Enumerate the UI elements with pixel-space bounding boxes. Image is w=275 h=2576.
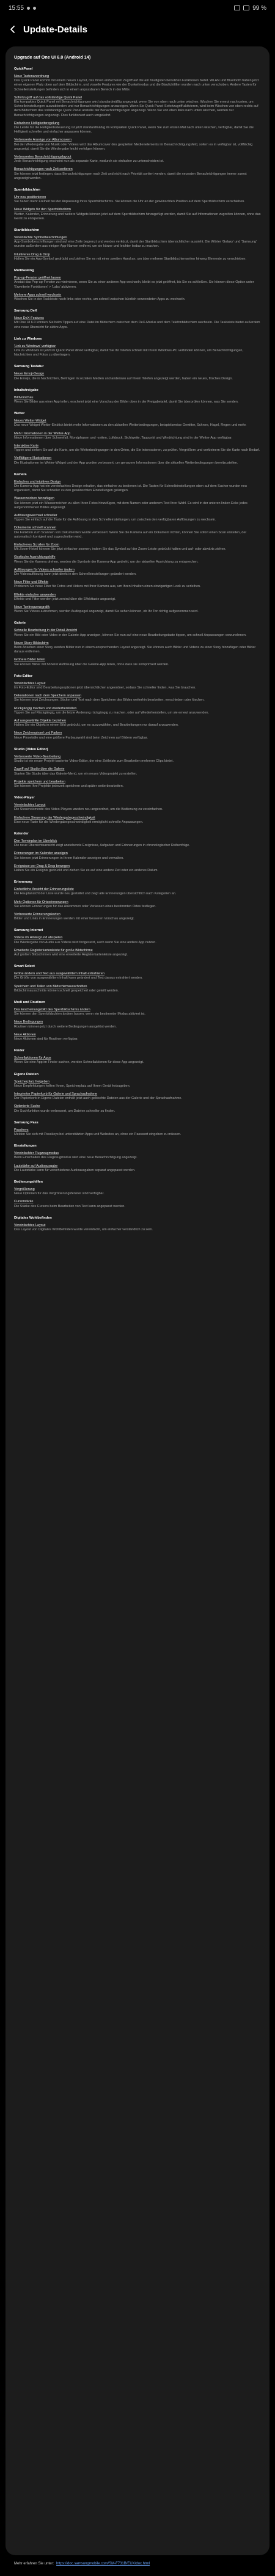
feature-description: Sie können jetzt Zeichnungen, Sticker und Text nach dem Speichern des Bildes weiterhin bearbeiten, verschieben oder löschen. xyxy=(14,698,205,702)
feature-description: Wenn Sie eine App im Finder suchen, werden Schnellaktionen für diese App angezeigt. xyxy=(14,1060,144,1065)
update-section xyxy=(14,308,261,330)
feature-item xyxy=(14,1104,261,1113)
feature-description: Sie können jetzt Erinnerungen in Ihrem Kalender anzeigen und verwalten. xyxy=(14,856,124,860)
page-title: Update-Details xyxy=(23,24,88,35)
feature-item xyxy=(14,888,261,896)
feature-item xyxy=(14,767,261,776)
feature-title: Einfacheres Scrollen für Zoom xyxy=(14,543,59,547)
footer-text: Mehr erfahren Sie unter: xyxy=(14,2562,54,2566)
feature-description: Probieren Sie neue Filter für Fotos und Videos mit Ihrer Kamera aus, um Ihren Inhalten einen einzigartigen Look zu verleihen. xyxy=(14,585,201,589)
feature-item xyxy=(14,949,261,957)
feature-title: Neuer Emoji-Design xyxy=(14,372,45,376)
feature-item xyxy=(14,816,261,825)
section-heading: Studio (Video Editor) xyxy=(14,747,48,751)
feature-title: Effekte einfacher anwenden xyxy=(14,593,56,597)
feature-description: Die Illustrationen im Wetter-Widget und der App wurden verbessert, um genauere Informationen über die aktuellen Wetterbedingungen bereitzustellen. xyxy=(14,461,238,465)
feature-title: Verbesserte Erinnerungskarten xyxy=(14,912,61,916)
feature-title: Vielfältigere Illustrationen xyxy=(14,456,52,461)
feature-title: Mehr Informationen in der Wetter-App xyxy=(14,431,71,436)
feature-description: Sie können Ihre Projekte jederzeit speichern und später weiterbearbeiten. xyxy=(14,784,124,788)
feature-item xyxy=(14,1080,261,1089)
status-time: 15:55 xyxy=(9,4,24,12)
feature-title: Schnelle Bearbeitung in der Detail-Ansicht xyxy=(14,629,78,633)
feature-title: Vergrößerung xyxy=(14,1188,35,1192)
feature-item xyxy=(14,208,261,221)
feature-title: Projekte speichern und bearbeiten xyxy=(14,779,65,784)
feature-item xyxy=(14,1164,261,1173)
feature-title: Dokumente schnell scannen xyxy=(14,526,57,530)
feature-item xyxy=(14,707,261,715)
feature-item xyxy=(14,605,261,614)
section-heading: Modi und Routinen xyxy=(14,1000,45,1004)
status-bar xyxy=(0,0,275,16)
feature-title: Auflösungen für Videos schneller ändern xyxy=(14,567,75,572)
feature-title: Neue Tonfrequenzgrafik xyxy=(14,605,50,610)
feature-item xyxy=(14,694,261,702)
feature-item xyxy=(14,580,261,589)
feature-title: Das Erscheinungsbild des Sperrbildschirms ändern xyxy=(14,1007,90,1012)
feature-item xyxy=(14,755,261,764)
feature-description: Die Lautstärke kann für verschiedene Audioausgaben separat angepasst werden. xyxy=(14,1168,136,1172)
feature-title: Zugriff auf Studio über die Galerie xyxy=(14,767,65,772)
feature-item xyxy=(14,122,261,135)
feature-title: Cursorstärke xyxy=(14,1200,34,1204)
back-button[interactable] xyxy=(6,23,20,36)
back-arrow-icon xyxy=(9,25,17,34)
app-bar xyxy=(0,16,275,43)
feature-description: Beim Einschalten des Flugzeugmodus wird eine neue Benachrichtigung angezeigt. xyxy=(14,1156,138,1160)
feature-title: Vereinfachter Flugzeugmodus xyxy=(14,1151,59,1156)
feature-description: Wischen Sie in der Taskleiste nach links oder rechts, um schnell zwischen kürzlich verwendeten Apps zu wechseln. xyxy=(14,297,186,301)
feature-title: Mehrere Apps schnell wechseln xyxy=(14,293,62,297)
feature-item xyxy=(14,731,261,740)
section-heading: Samsung Tastatur xyxy=(14,365,44,369)
feature-description: Die Hauptansicht der Liste wurde neu gestaltet und zeigt alle Erinnerungen übersichtlich nach Kategorien an. xyxy=(14,892,177,896)
feature-title: Sofortzugriff auf das vollständige Quick Panel xyxy=(14,95,82,100)
section-heading: Inhaltsfreigabe xyxy=(14,388,38,392)
feature-title: Passkeys xyxy=(14,1128,29,1132)
feature-title: Uhr neu positionieren xyxy=(14,195,46,200)
feature-item xyxy=(14,345,261,358)
feature-title: Schnellaktionen für Apps xyxy=(14,1056,51,1060)
feature-description: Neue Empfehlungen helfen Ihnen, Speicherplatz auf Ihrem Gerät freizugeben. xyxy=(14,1084,131,1088)
feature-item xyxy=(14,96,261,118)
feature-item xyxy=(14,456,261,465)
feature-description: Starten Sie Studio über das Galerie-Menü, um ein neues Videoprojekt zu erstellen. xyxy=(14,772,138,776)
section-heading: Erinnerung xyxy=(14,880,32,885)
feature-item xyxy=(14,936,261,944)
update-section xyxy=(14,1180,261,1209)
feature-item xyxy=(14,1188,261,1196)
feature-description: Die Größe von ausgewähltem Inhalt kann geändert und Text daraus extrahiert werden. xyxy=(14,976,143,980)
section-heading: Einstellungen xyxy=(14,1144,37,1148)
section-heading: Finder xyxy=(14,1049,25,1053)
feature-title: Pop-up-Fenster geöffnet lassen xyxy=(14,276,61,280)
feature-description: Wetter, Kalender, Erinnerung und weitere Widgets können jetzt auf dem Sperrbildschirm hinzugefügt werden, damit Sie auf Informationen zugreifen können, ohne das Gerät zu entsperren. xyxy=(14,212,261,221)
feature-title: Videos im Hintergrund abspielen xyxy=(14,936,63,940)
feature-description: Auf großen Bildschirmen wird eine erweiterte Registerkartenleiste angezeigt. xyxy=(14,952,128,957)
feature-title: Vereinfachtes Layout xyxy=(14,803,46,808)
update-section xyxy=(14,928,261,957)
feature-item xyxy=(14,913,261,921)
feature-description: Anstatt das Pop-up-Fenster zu minimieren, wenn Sie zu einer anderen App wechseln, bleibt es jetzt geöffnet, bis Sie es schließen. Sie können diese Option unter 'Erweiterte Funktionen' > 'Labs' aktivieren. xyxy=(14,280,254,289)
feature-title: Den Terminplan im Überblick xyxy=(14,839,57,843)
feature-item xyxy=(14,236,261,249)
section-heading: Wetter xyxy=(14,412,25,416)
feature-item xyxy=(14,138,261,151)
feature-title: Ereignisse per Drag & Drop bewegen xyxy=(14,864,70,868)
feature-item xyxy=(14,593,261,602)
section-heading: Bedienungshilfen xyxy=(14,1180,43,1184)
feature-description: Das Quick Panel kommt mit einem neuen Layout, das Ihnen einfacheren Zugriff auf die am häufigsten benutzten Funktionen bietet. WLAN und Bluetooth haben jetzt einen eigenen Platz oben auf dem Bildschirm, und visuelle Features wie der Dunkelmodus und die Blaulichtfilter wurden nach unten verschoben. Andere Tasten für Schnelleinstellungen befinden sich in einem anpassbaren Bereich in der Mitte. xyxy=(14,79,259,92)
section-heading: Kamera xyxy=(14,472,27,476)
feature-description: Sie können den Sperrbildschirm ändern lassen, wenn ein bestimmter Modus aktiviert ist. xyxy=(14,1012,145,1016)
feature-description: Studio ist ein neuer Projekt-basierter Video-Editor, der eine Zeitleiste zum Bearbeiten mehrerer Clips bietet. xyxy=(14,759,174,764)
update-section xyxy=(14,1072,261,1114)
update-section xyxy=(14,472,261,615)
feature-title: Integrierter Papierkorb für Galerie und Sprachaufnahme xyxy=(14,1092,98,1096)
feature-description: Die Funktion zum Scannen von Dokumenten wurde verbessert. Wenn Sie die Kamera auf ein Dokument richten, können Sie sofort einen Scan erstellen, der automatisch korrigiert und zugeschnitten wird. xyxy=(14,530,247,539)
update-section xyxy=(14,188,261,221)
feature-item xyxy=(14,682,261,690)
feature-item xyxy=(14,1224,261,1232)
update-section xyxy=(14,364,261,381)
feature-item xyxy=(14,195,261,204)
feature-title: Neue Filter und Effekte xyxy=(14,580,49,585)
feature-description: Neue Aktionen sind für Routinen verfügbar. xyxy=(14,1037,78,1041)
feature-description: Sie können Bilder mit höherer Auflösung über die Galerie-App teilen, ohne dass sie komprimiert werden. xyxy=(14,662,169,666)
feature-item xyxy=(14,1151,261,1160)
section-heading: Samsung Pass xyxy=(14,1120,38,1125)
feature-item xyxy=(14,1008,261,1016)
feature-title: Neue Aktionen xyxy=(14,1032,36,1037)
feature-description: Die Kamera-App hat ein vereinfachtes Design erhalten, das einfacher zu bedienen ist. Die Tasten für Schnelleinstellungen oben auf dem Sucher wurden neu organisiert, damit Sie schneller zu den gewünschten Einstellungen gelangen. xyxy=(14,484,247,493)
feature-description: Halten Sie ein Objekt in einem Bild gedrückt, um es auszuwählen, und Bearbeitungen nur darauf anzuwenden. xyxy=(14,723,179,728)
section-heading: QuickPanel xyxy=(14,67,33,71)
section-heading: Samsung Internet xyxy=(14,929,43,933)
feature-title: Mehr Optionen für Ortserinnerungen xyxy=(14,900,68,904)
update-section xyxy=(14,411,261,465)
feature-description: App-Symbolbeschriftungen sind auf eine Zeile begrenzt und werden verkürzt, damit der Startbildschirm übersichtlicher aussieht. Die Wörter 'Galaxy' und 'Samsung' wurden außerdem aus einigen App-Namen entfernt, um sie kürzer und leichter lesbar zu machen. xyxy=(14,240,257,249)
feature-title: Wasserzeichen hinzufügen xyxy=(14,497,54,501)
feature-description: Die Stärke des Cursors beim Bearbeiten von Text kann angepasst werden. xyxy=(14,1204,125,1208)
feature-title: Neues Wetter-Widget xyxy=(14,419,46,423)
feature-item xyxy=(14,864,261,873)
feature-title: Einheitliche Ansicht der Erinnerungsliste xyxy=(14,888,74,892)
feature-title: Vereinfachtes Layout xyxy=(14,1223,46,1227)
feature-title: Erinnerungen im Kalender anzeigen xyxy=(14,852,68,856)
feature-description: Die neue Übersichtsansicht zeigt anstehende Ereignisse, Aufgaben und Erinnerungen in chronologischer Reihenfolge. xyxy=(14,844,190,848)
feature-title: Größere Bilder teilen xyxy=(14,658,45,662)
feature-description: Tippen Sie auf Rückgängig, um die letzte Änderung rückgängig zu machen, oder auf Wiederherstellen, um sie erneut anzuwenden. xyxy=(14,710,209,715)
feature-title: Intuitiveres Drag & Drop xyxy=(14,252,50,257)
feature-description: Melden Sie sich mit Passkeys bei unterstützten Apps und Websites an, ohne ein Passwort eingeben zu müssen. xyxy=(14,1133,182,1137)
feature-item xyxy=(14,155,261,164)
feature-description: Wenn Sie die Kamera drehen, werden die Symbole der Kamera-App gedreht, um der aktuellen Ausrichtung zu entsprechen. xyxy=(14,560,199,564)
feature-item xyxy=(14,497,261,510)
feature-title: Auf ausgewählte Objekte beziehen xyxy=(14,719,67,723)
update-section xyxy=(14,388,261,404)
feature-title: Verbesserte Video-Bearbeitung xyxy=(14,754,61,759)
feature-title: Speicherplatz freigeben xyxy=(14,1079,50,1084)
signal-icon xyxy=(243,5,249,10)
feature-item xyxy=(14,900,261,909)
feature-description: Routinen können jetzt durch weitere Bedingungen ausgelöst werden. xyxy=(14,1024,117,1029)
feature-item xyxy=(14,1092,261,1101)
feature-description: Halten Sie ein App-Symbol gedrückt und ziehen Sie es mit einer zweiten Hand an, um über mehrere Startbildschirmseiten hinweg Elemente zu verschieben. xyxy=(14,257,247,261)
feature-item xyxy=(14,1033,261,1042)
feature-title: Neue Tastenanordnung xyxy=(14,75,50,78)
feature-description: Wenn Sie Videos aufnehmen, werden Audiopegel angezeigt, damit Sie sehen können, ob Ihr Ton richtig aufgenommen wird. xyxy=(14,610,199,614)
update-section xyxy=(14,1144,261,1173)
section-heading: Smart Select xyxy=(14,965,35,969)
feature-description: Effekte und Filter werden jetzt zentral über die Effekttaste angezeigt. xyxy=(14,597,116,601)
section-heading: Video-Player xyxy=(14,796,35,800)
feature-description: Jede Benachrichtigung erscheint nun als separate Karte, wodurch sie einfacher zu unterscheiden ist. xyxy=(14,159,164,164)
feature-item xyxy=(14,444,261,453)
feature-description: Beim Ansehen einer Story werden Bilder nun in einem ansprechenden Layout angezeigt. Sie können auch Bilder und Videos zu einer Story hinzufügen oder Bilder daraus entfernen. xyxy=(14,646,256,654)
feature-title: Neue DeX-Features xyxy=(14,316,44,321)
feature-description: Das neue Widget Wetter-Einblick bietet mehr Informationen zu den aktuellen Wetterbedingungen, beispielsweise Gewitter, Schnee, Hagel, Regen und mehr. xyxy=(14,423,247,428)
update-section xyxy=(14,1216,261,1232)
feature-item xyxy=(14,396,261,404)
feature-item xyxy=(14,1128,261,1137)
footer xyxy=(6,2556,270,2572)
update-section xyxy=(14,228,261,261)
feature-item xyxy=(14,480,261,494)
feature-item xyxy=(14,526,261,539)
notification-dot-icon xyxy=(27,7,30,10)
update-details-card xyxy=(6,46,270,2555)
feature-title: Verbesserte Anzeige von Albumcovern xyxy=(14,138,72,142)
feature-item xyxy=(14,167,261,181)
feature-item xyxy=(14,293,261,302)
update-section xyxy=(14,831,261,873)
feature-title: Dekorationen nach dem Speichern anpassen xyxy=(14,694,82,698)
status-left xyxy=(9,5,36,12)
wifi-icon xyxy=(234,5,240,10)
update-section xyxy=(14,747,261,789)
section-heading: Eigene Dateien xyxy=(14,1072,39,1076)
feature-description: Mit Zoom-Hebel können Sie jetzt einfacher zoomen, indem Sie das Symbol auf der Zoom-Leiste gedrückt halten und auf- oder abwärts ziehen. xyxy=(14,547,226,552)
feature-item xyxy=(14,75,261,92)
feature-description: Sie haben mehr Freiheit bei der Anpassung Ihres Sperrbildschirms. Sie können die Uhr an der gewünschten Position auf dem Sperrbildschirm verschieben. xyxy=(14,200,245,204)
feature-item xyxy=(14,316,261,330)
feature-item xyxy=(14,972,261,980)
feature-item xyxy=(14,568,261,577)
section-heading: Link zu Windows xyxy=(14,337,42,341)
feature-item xyxy=(14,1020,261,1029)
feature-item xyxy=(14,514,261,522)
feature-item xyxy=(14,629,261,637)
feature-title: Erweiterte Registerkartenleiste für große Bildschirme xyxy=(14,948,93,952)
feature-description: Neue Pinselstile und eine größere Farbauswahl sind beim Zeichnen auf Bildern verfügbar. xyxy=(14,735,148,740)
feature-title: Bildvorschau xyxy=(14,395,34,400)
section-heading: Sperrbildschirm xyxy=(14,188,40,192)
feature-item xyxy=(14,719,261,728)
feature-title: Benachrichtigungen nach Zeit sortieren xyxy=(14,167,73,172)
feature-description: Neue Informationen über Schneefall, Mondphasen und -zeiten, Luftdruck, Sichtweite, Taupunkt und Windrichtung sind in der Wetter-App verfügbar. xyxy=(14,436,233,440)
feature-item xyxy=(14,1056,261,1065)
status-right xyxy=(234,5,266,12)
feature-item xyxy=(14,276,261,290)
feature-description: Die Suchfunktion wurde verbessert, um Dateien schneller zu finden. xyxy=(14,1109,116,1113)
feature-description: Eine neue Taste für die Wiedergabegeschwindigkeit ermöglicht schnelle Anpassungen. xyxy=(14,820,144,824)
update-title: Upgrade auf One UI 6.0 (Android 14) xyxy=(14,54,91,60)
feature-item xyxy=(14,419,261,428)
feature-item xyxy=(14,253,261,261)
feature-title: Interaktive Karte xyxy=(14,443,39,448)
feature-description: Das Layout von Digitales Wohlbefinden wurde vereinfacht, um einfacher verständlich zu sein. xyxy=(14,1228,153,1232)
feature-title: Rückgängig machen und wiederherstellen xyxy=(14,706,77,710)
feature-title: Größe ändern und Text aus ausgewähltem Inhalt extrahieren xyxy=(14,972,105,976)
section-heading: Galerie xyxy=(14,621,26,626)
feature-description: Sie können jetzt festlegen, dass Benachrichtigungen nach Zeit und nicht nach Priorität sortiert werden, damit die neuesten Benachrichtigungen immer zuerst angezeigt werden. xyxy=(14,172,247,180)
notification-dot-icon xyxy=(33,7,36,10)
feature-title: Gestische Ausrichtungshilfe xyxy=(14,555,56,560)
feature-title: Neue Widgets für den Sperrbildschirm xyxy=(14,208,71,212)
section-heading: Multitasking xyxy=(14,269,34,273)
footer-link[interactable]: https://doc.samsungmobile.com/SM-F731B/EUX/doc.html xyxy=(56,2562,150,2566)
feature-title: Neuer Story-Bildschirm xyxy=(14,641,49,645)
feature-description: Sie können jetzt ein Wasserzeichen zu allen Ihren Fotos hinzufügen, mit dem Namen oder anderem Text Ihrer Wahl. Es wird in der unteren linken Ecke jedes aufgenommenen Bildes angezeigt. xyxy=(14,501,248,509)
feature-title: Lautstärke auf Audioausgabe xyxy=(14,1164,58,1168)
feature-title: Vereinfachtes Layout xyxy=(14,681,46,685)
feature-item xyxy=(14,839,261,848)
section-heading: Foto-Editor xyxy=(14,674,33,678)
battery-level: 99 % xyxy=(252,4,266,12)
update-section xyxy=(14,964,261,993)
feature-description: Im Foto-Editor sind Bearbeitungsoptionen jetzt übersichtlicher angeordnet, sodass Sie schneller finden, was Sie brauchen. xyxy=(14,686,196,690)
feature-item xyxy=(14,543,261,552)
feature-title: Speichern und Teilen von Bildschirmausschnitten xyxy=(14,984,87,988)
feature-item xyxy=(14,432,261,440)
update-section xyxy=(14,337,261,358)
feature-description: Halten Sie ein Ereignis gedrückt und ziehen Sie es auf eine andere Zeit oder ein anderes Datum. xyxy=(14,868,159,872)
update-section xyxy=(14,1120,261,1137)
feature-item xyxy=(14,985,261,993)
feature-item xyxy=(14,641,261,655)
feature-item xyxy=(14,780,261,789)
feature-description: Ein kompaktes Quick Panel mit Benachrichtigungen wird standardmäßig angezeigt, wenn Sie von oben nach unten wischen. Wischen Sie erneut nach unten, um Schnelleinstellungen auszublenden und nur Benachrichtigungen anzuzeigen. Wenn Sie Quick Panel-Sofortzugriff aktivieren, wird beim Wischen von oben rechts auf dem Bildschirm das vollständige Quick Panel anstelle der Benachrichtigungen angezeigt. Wenn Sie von oben links nach unten wischen, werden nur Benachrichtigungen angezeigt. Dies funktioniert auch umgekehrt. xyxy=(14,100,258,117)
feature-title: Verbessertes Benachrichtigungslayout xyxy=(14,155,72,159)
feature-item xyxy=(14,658,261,666)
update-section xyxy=(14,1000,261,1042)
feature-description: Der Papierkorb in Eigene Dateien enthält jetzt auch gelöschte Dateien aus der Galerie und der Sprachaufnahme. xyxy=(14,1096,182,1101)
feature-title: Neue Zeichenpinsel und Farben xyxy=(14,731,62,735)
update-section xyxy=(14,1048,261,1065)
update-section xyxy=(14,621,261,666)
feature-description: Die Leiste für die Helligkeitssteuerung ist jetzt standardmäßig im kompakten Quick Panel, wenn Sie zum ersten Mal nach unten wischen, verfügbar, damit Sie die Helligkeit schneller und einfacher anpassen können. xyxy=(14,126,254,134)
feature-description: Wenn Sie ein Bild oder Video in der Galerie-App anzeigen, können Sie nun auf eine neue Bearbeitungstaste tippen, um schnell Anpassungen vorzunehmen. xyxy=(14,633,247,637)
feature-item xyxy=(14,555,261,564)
feature-item xyxy=(14,372,261,381)
feature-item xyxy=(14,803,261,812)
feature-description: Tippen Sie einfach auf die Taste für die Auflösung in den Schnelleinstellungen, um zwischen den verfügbaren Auflösungen zu wechseln. xyxy=(14,518,216,522)
feature-description: Sie können Erinnerungen für das Ankommen oder Verlassen eines bestimmten Ortes festlegen. xyxy=(14,904,156,908)
update-section xyxy=(14,795,261,825)
feature-description: Mit One UI 6.0 können Sie beim Tippen auf eine Datei im Bildschirm zwischen dem DeX-Modus und dem Telefonbildschirm wechseln. Die Taskleiste bietet außerdem eine neue Übersicht für aktive Apps. xyxy=(14,321,260,329)
feature-title: Vereinfachte Symbolbeschriftungen xyxy=(14,236,67,240)
feature-description: Bilder und Links in Erinnerungen werden mit einer besseren Vorschau angezeigt. xyxy=(14,917,135,921)
update-section xyxy=(14,268,261,302)
feature-description: Wenn Sie Bilder aus einer App teilen, erscheint jetzt eine Vorschau der Bilder oben in der Freigabetafel, damit Sie überprüfen können, was Sie senden. xyxy=(14,400,239,404)
update-section xyxy=(14,674,261,740)
feature-item xyxy=(14,852,261,860)
feature-description: Bildschirmausschnitte können schnell gespeichert oder geteilt werden. xyxy=(14,988,119,993)
feature-description: Die Wiedergabe von Audio aus Videos wird fortgesetzt, auch wenn Sie eine andere App nutzen. xyxy=(14,940,156,944)
feature-title: Einfachere Steuerung der Wiedergabegeschwindigkeit xyxy=(14,815,95,820)
feature-description: Link zu Windows ist jetzt im Quick Panel direkt verfügbar, damit Sie Ihr Telefon schnell mit Ihrem Windows-PC verbinden können, um Benachrichtigungen, Nachrichten und Fotos zu übertragen. xyxy=(14,348,243,357)
update-section xyxy=(14,880,261,921)
feature-item xyxy=(14,1200,261,1208)
feature-title: Neue Bedingungen xyxy=(14,1020,43,1024)
section-heading: Samsung DeX xyxy=(14,309,37,313)
feature-description: Die Videoauflösung kann jetzt direkt in den Schnelleinstellungen geändert werden. xyxy=(14,572,137,577)
section-heading: Digitales Wohlbefinden xyxy=(14,1216,52,1220)
feature-title: Auflösungswechsel schneller xyxy=(14,513,57,517)
sections-container xyxy=(14,67,261,1232)
feature-description: Neue Optionen für das Vergrößerungsfenster sind verfügbar. xyxy=(14,1192,105,1196)
feature-description: Bei der Wiedergabe von Musik oder Videos wird das Albumcover des gespielten Medienelements im Benachrichtigungsfeld, sofern es in verfügbar ist, vollflächig angezeigt, damit Sie die Wiedergabe leicht verfolgen können. xyxy=(14,142,253,151)
feature-title: Einfaches und intuitives Design xyxy=(14,480,61,484)
update-section xyxy=(14,67,261,181)
feature-description: Tippen und ziehen Sie auf die Karte, um die Wetterbedingungen in den Orten, die Sie interessieren, zu prüfen. Vergrößern und verkleinern Sie die Karte nach Bedarf. xyxy=(14,448,260,453)
feature-description: Die Steuerelemente des Video-Players wurden neu angeordnet, um die Bedienung zu vereinfachen. xyxy=(14,808,163,812)
feature-title: Optimierte Suche xyxy=(14,1104,40,1109)
feature-title: 'Link zu Windows' verfügbar xyxy=(14,344,56,348)
feature-title: Einfachere Helligkeitsregelung xyxy=(14,121,60,125)
section-heading: Kalender xyxy=(14,831,29,836)
section-heading: Startbildschirm xyxy=(14,228,40,233)
feature-description: Die Emojis, die in Nachrichten, Beiträgen in sozialen Medien und anderswo auf Ihrem Telefon angezeigt werden, haben ein neues, frisches Design. xyxy=(14,376,233,381)
